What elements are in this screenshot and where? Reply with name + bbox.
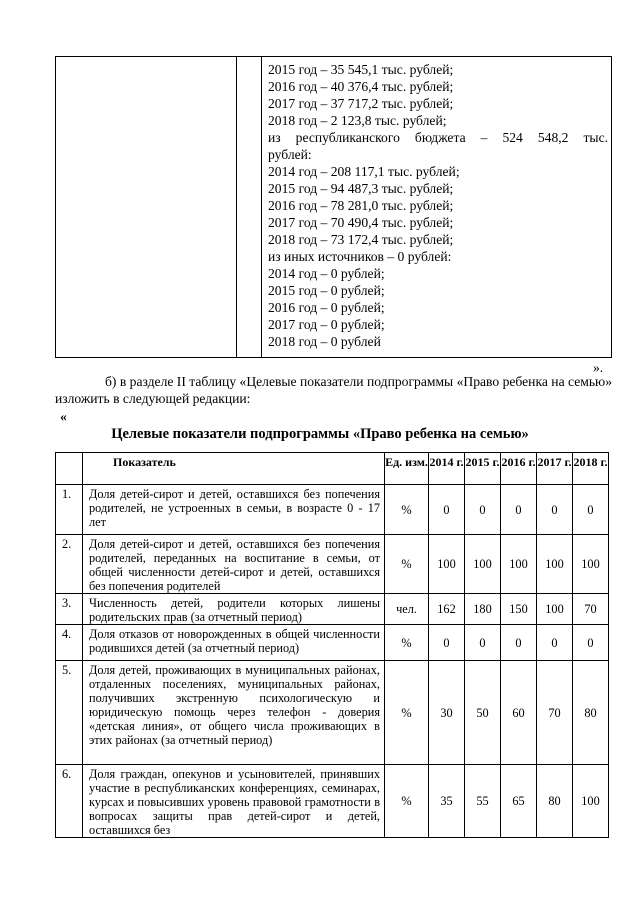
value-cell: 0 — [429, 485, 465, 535]
row-number: 5. — [56, 661, 83, 765]
funding-amount-line: 2016 год – 0 рублей; — [268, 300, 385, 315]
value-cell: 0 — [501, 625, 537, 661]
header-unit: Ед. изм. — [385, 453, 429, 485]
unit-cell: % — [385, 535, 429, 594]
row-number: 1. — [56, 485, 83, 535]
value-cell: 60 — [501, 661, 537, 765]
table-row — [56, 765, 609, 838]
header-year: 2015 г. — [465, 453, 501, 485]
header-num — [56, 453, 83, 485]
value-cell: 0 — [429, 625, 465, 661]
funding-amount-line: 2018 год – 73 172,4 тыс. рублей; — [268, 232, 454, 247]
row-number: 3. — [56, 594, 83, 625]
value-cell: 100 — [537, 535, 573, 594]
funding-table — [55, 56, 612, 358]
value-cell: 35 — [429, 765, 465, 838]
unit-cell: % — [385, 625, 429, 661]
value-cell: 70 — [573, 594, 609, 625]
funding-amount-line: рублей: — [268, 147, 312, 162]
table-row — [56, 535, 609, 594]
indicator-name: Численность детей, родители которых лишены родительских прав (за отчетный период) — [83, 594, 385, 625]
value-cell: 65 — [501, 765, 537, 838]
value-cell: 150 — [501, 594, 537, 625]
value-cell: 55 — [465, 765, 501, 838]
funding-amount-line: из иных источников – 0 рублей: — [268, 249, 452, 264]
value-cell: 70 — [537, 661, 573, 765]
table-title: Целевые показатели подпрограммы «Право ребенка на семью» — [111, 426, 529, 442]
value-cell: 0 — [573, 625, 609, 661]
funding-amount-line: 2017 год – 0 рублей; — [268, 317, 385, 332]
value-cell: 0 — [465, 625, 501, 661]
indicator-name: Доля детей-сирот и детей, оставшихся без попечения родителей, переданных на воспитание в семьи, от общей численности детей-сирот и детей, оставшихся без попечения родителей — [83, 535, 385, 594]
paragraph-b — [55, 373, 612, 407]
value-cell: 100 — [573, 535, 609, 594]
funding-amount-line: 2015 год – 0 рублей; — [268, 283, 385, 298]
funding-amount-line: 2017 год – 37 717,2 тыс. рублей; — [268, 96, 454, 111]
value-cell: 0 — [465, 485, 501, 535]
header-year: 2014 г. — [429, 453, 465, 485]
value-cell: 180 — [465, 594, 501, 625]
value-cell: 0 — [537, 625, 573, 661]
value-cell: 50 — [465, 661, 501, 765]
funding-amounts-list — [268, 61, 608, 350]
value-cell: 80 — [537, 765, 573, 838]
funding-table-empty-cell — [56, 57, 237, 357]
funding-amount-line: 2018 год – 0 рублей — [268, 334, 381, 349]
row-number: 6. — [56, 765, 83, 838]
funding-amount-line: 2018 год – 2 123,8 тыс. рублей; — [268, 113, 447, 128]
funding-amount-line: 2016 год – 78 281,0 тыс. рублей; — [268, 198, 454, 213]
value-cell: 0 — [537, 485, 573, 535]
closing-quote: ». — [593, 360, 604, 375]
value-cell: 100 — [429, 535, 465, 594]
unit-cell: % — [385, 661, 429, 765]
unit-cell: % — [385, 485, 429, 535]
unit-cell: % — [385, 765, 429, 838]
paragraph-b-text: б) в разделе II таблицу «Целевые показатели подпрограммы «Право ребенка на семью» изложить в следующей редакции: — [55, 374, 612, 406]
opening-quote: « — [60, 409, 67, 424]
value-cell: 30 — [429, 661, 465, 765]
funding-amount-line: 2014 год – 208 117,1 тыс. рублей; — [268, 164, 460, 179]
unit-cell: чел. — [385, 594, 429, 625]
funding-amount-line: 2015 год – 35 545,1 тыс. рублей; — [268, 62, 454, 77]
indicator-name: Доля граждан, опекунов и усыновителей, принявших участие в республиканских конференциях, семинарах, курсах и повысивших уровень правовой грамотности в вопросах защиты прав детей-сирот и детей, оставшихся без — [83, 765, 385, 838]
table-row — [56, 485, 609, 535]
funding-table-narrow-cell — [236, 57, 262, 357]
value-cell: 100 — [537, 594, 573, 625]
table-row — [56, 625, 609, 661]
funding-amount-line: 2014 год – 0 рублей; — [268, 266, 385, 281]
value-cell: 80 — [573, 661, 609, 765]
value-cell: 0 — [501, 485, 537, 535]
indicator-name: Доля детей-сирот и детей, оставшихся без попечения родителей, не устроенных в семьи, в возрасте 0 - 17 лет — [83, 485, 385, 535]
row-number: 4. — [56, 625, 83, 661]
header-year: 2017 г. — [537, 453, 573, 485]
value-cell: 0 — [573, 485, 609, 535]
row-number: 2. — [56, 535, 83, 594]
indicator-name: Доля детей, проживающих в муниципальных районах, отдаленных поселениях, муниципальных районах, получивших экстренную психологическую и юридическую помощь через телефон - доверия «детская линия», от общего числа проживающих в этих районах (за отчетный период) — [83, 661, 385, 765]
funding-amount-line: 2016 год – 40 376,4 тыс. рублей; — [268, 79, 454, 94]
table-header-row — [56, 453, 609, 485]
indicator-name: Доля отказов от новорожденных в общей численности родившихся детей (за отчетный период) — [83, 625, 385, 661]
funding-amount-line: из республиканского бюджета – 524 548,2 тыс. — [268, 130, 608, 145]
header-year: 2016 г. — [501, 453, 537, 485]
funding-amount-line: 2015 год – 94 487,3 тыс. рублей; — [268, 181, 454, 196]
funding-amount-line: 2017 год – 70 490,4 тыс. рублей; — [268, 215, 454, 230]
table-row — [56, 661, 609, 765]
value-cell: 100 — [573, 765, 609, 838]
value-cell: 162 — [429, 594, 465, 625]
indicators-table — [55, 452, 609, 838]
header-year: 2018 г. — [573, 453, 609, 485]
header-indicator: Показатель — [83, 453, 385, 485]
value-cell: 100 — [501, 535, 537, 594]
value-cell: 100 — [465, 535, 501, 594]
table-row — [56, 594, 609, 625]
